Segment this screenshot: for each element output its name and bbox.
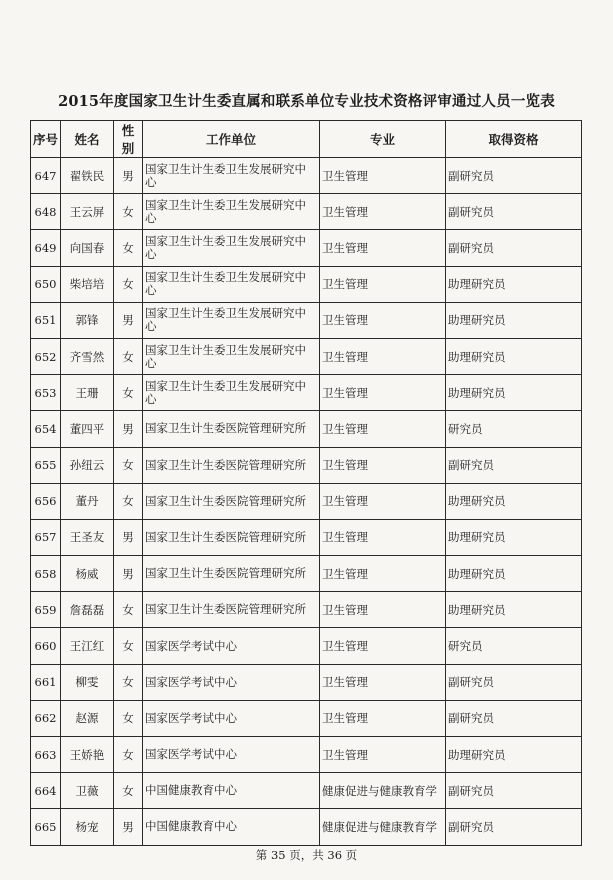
major-cell: 卫生管理 — [320, 447, 446, 483]
organization-cell: 国家卫生计生委卫生发展研究中心 — [143, 266, 320, 302]
table-row — [31, 700, 582, 736]
organization-cell: 国家卫生计生委医院管理研究所 — [143, 519, 320, 555]
sex-cell: 女 — [114, 483, 143, 519]
table-row — [31, 592, 582, 628]
organization-cell: 国家卫生计生委医院管理研究所 — [143, 447, 320, 483]
organization-cell: 国家卫生计生委卫生发展研究中心 — [143, 194, 320, 230]
name-cell: 董丹 — [61, 483, 114, 519]
qualification-cell: 研究员 — [446, 628, 582, 664]
table-row — [31, 556, 582, 592]
seq-cell: 653 — [31, 375, 61, 411]
seq-cell: 665 — [31, 809, 61, 845]
name-cell: 王云屏 — [61, 194, 114, 230]
sex-cell: 男 — [114, 809, 143, 845]
table-row — [31, 194, 582, 230]
sex-cell: 女 — [114, 628, 143, 664]
name-cell: 董四平 — [61, 411, 114, 447]
qualification-cell: 副研究员 — [446, 230, 582, 266]
name-cell: 翟铁民 — [61, 158, 114, 194]
qualification-cell: 副研究员 — [446, 194, 582, 230]
major-cell: 卫生管理 — [320, 302, 446, 338]
seq-cell: 650 — [31, 266, 61, 302]
table-row — [31, 338, 582, 374]
sex-cell: 女 — [114, 266, 143, 302]
organization-cell: 国家医学考试中心 — [143, 737, 320, 773]
seq-cell: 651 — [31, 302, 61, 338]
major-cell: 卫生管理 — [320, 230, 446, 266]
table-row — [31, 737, 582, 773]
document-title: 2015年度国家卫生计生委直属和联系单位专业技术资格评审通过人员一览表 — [58, 93, 555, 110]
qualification-cell: 副研究员 — [446, 158, 582, 194]
qualification-cell: 助理研究员 — [446, 266, 582, 302]
seq-cell: 660 — [31, 628, 61, 664]
seq-cell: 661 — [31, 664, 61, 700]
table-row — [31, 266, 582, 302]
organization-cell: 国家卫生计生委医院管理研究所 — [143, 483, 320, 519]
major-cell: 卫生管理 — [320, 700, 446, 736]
seq-cell: 654 — [31, 411, 61, 447]
name-cell: 向国春 — [61, 230, 114, 266]
organization-cell: 国家卫生计生委卫生发展研究中心 — [143, 375, 320, 411]
major-cell: 卫生管理 — [320, 519, 446, 555]
table-row — [31, 664, 582, 700]
major-cell: 健康促进与健康教育学 — [320, 809, 446, 845]
name-cell: 郭锋 — [61, 302, 114, 338]
seq-cell: 658 — [31, 556, 61, 592]
qualification-cell: 副研究员 — [446, 447, 582, 483]
table-row — [31, 447, 582, 483]
column-header-major: 专业 — [320, 121, 446, 158]
column-header-seq: 序号 — [31, 121, 61, 158]
organization-cell: 中国健康教育中心 — [143, 809, 320, 845]
sex-cell: 男 — [114, 158, 143, 194]
table-row — [31, 628, 582, 664]
column-header-sex: 性别 — [114, 121, 143, 158]
major-cell: 卫生管理 — [320, 737, 446, 773]
qualification-cell: 副研究员 — [446, 809, 582, 845]
table-row — [31, 375, 582, 411]
organization-cell: 国家医学考试中心 — [143, 628, 320, 664]
name-cell: 王珊 — [61, 375, 114, 411]
seq-cell: 657 — [31, 519, 61, 555]
table-row — [31, 809, 582, 845]
table-row — [31, 302, 582, 338]
name-cell: 王江红 — [61, 628, 114, 664]
name-cell: 柴培培 — [61, 266, 114, 302]
seq-cell: 664 — [31, 773, 61, 809]
name-cell: 孙纽云 — [61, 447, 114, 483]
table-row — [31, 773, 582, 809]
sex-cell: 女 — [114, 773, 143, 809]
sex-cell: 男 — [114, 519, 143, 555]
column-header-name: 姓名 — [61, 121, 114, 158]
qualification-cell: 研究员 — [446, 411, 582, 447]
major-cell: 卫生管理 — [320, 194, 446, 230]
name-cell: 赵源 — [61, 700, 114, 736]
organization-cell: 国家卫生计生委卫生发展研究中心 — [143, 230, 320, 266]
qualification-cell: 副研究员 — [446, 664, 582, 700]
sex-cell: 女 — [114, 700, 143, 736]
qualification-cell: 助理研究员 — [446, 556, 582, 592]
organization-cell: 国家卫生计生委医院管理研究所 — [143, 411, 320, 447]
sex-cell: 男 — [114, 302, 143, 338]
organization-cell: 国家卫生计生委卫生发展研究中心 — [143, 338, 320, 374]
organization-cell: 国家卫生计生委医院管理研究所 — [143, 592, 320, 628]
sex-cell: 女 — [114, 447, 143, 483]
seq-cell: 659 — [31, 592, 61, 628]
major-cell: 卫生管理 — [320, 556, 446, 592]
table-row — [31, 158, 582, 194]
seq-cell: 647 — [31, 158, 61, 194]
qualification-cell: 副研究员 — [446, 700, 582, 736]
personnel-table — [30, 120, 582, 846]
major-cell: 卫生管理 — [320, 375, 446, 411]
major-cell: 卫生管理 — [320, 158, 446, 194]
major-cell: 健康促进与健康教育学 — [320, 773, 446, 809]
seq-cell: 652 — [31, 338, 61, 374]
major-cell: 卫生管理 — [320, 483, 446, 519]
column-header-qualification: 取得资格 — [446, 121, 582, 158]
seq-cell: 649 — [31, 230, 61, 266]
sex-cell: 女 — [114, 194, 143, 230]
major-cell: 卫生管理 — [320, 628, 446, 664]
organization-cell: 国家卫生计生委卫生发展研究中心 — [143, 302, 320, 338]
seq-cell: 648 — [31, 194, 61, 230]
name-cell: 齐雪然 — [61, 338, 114, 374]
sex-cell: 女 — [114, 338, 143, 374]
seq-cell: 663 — [31, 737, 61, 773]
organization-cell: 国家卫生计生委卫生发展研究中心 — [143, 158, 320, 194]
qualification-cell: 助理研究员 — [446, 737, 582, 773]
qualification-cell: 助理研究员 — [446, 483, 582, 519]
organization-cell: 国家卫生计生委医院管理研究所 — [143, 556, 320, 592]
column-header-organization: 工作单位 — [143, 121, 320, 158]
seq-cell: 655 — [31, 447, 61, 483]
seq-cell: 656 — [31, 483, 61, 519]
table-row — [31, 519, 582, 555]
sex-cell: 男 — [114, 556, 143, 592]
major-cell: 卫生管理 — [320, 266, 446, 302]
major-cell: 卫生管理 — [320, 411, 446, 447]
qualification-cell: 助理研究员 — [446, 375, 582, 411]
name-cell: 王娇艳 — [61, 737, 114, 773]
sex-cell: 女 — [114, 737, 143, 773]
qualification-cell: 助理研究员 — [446, 592, 582, 628]
sex-cell: 女 — [114, 592, 143, 628]
table-row — [31, 483, 582, 519]
table-header-row — [31, 121, 582, 158]
organization-cell: 中国健康教育中心 — [143, 773, 320, 809]
organization-cell: 国家医学考试中心 — [143, 664, 320, 700]
name-cell: 卫薇 — [61, 773, 114, 809]
table-row — [31, 230, 582, 266]
sex-cell: 女 — [114, 230, 143, 266]
sex-cell: 女 — [114, 664, 143, 700]
page-number: 第 35 页，共 36 页 — [255, 848, 358, 862]
name-cell: 柳雯 — [61, 664, 114, 700]
name-cell: 王圣友 — [61, 519, 114, 555]
name-cell: 杨威 — [61, 556, 114, 592]
sex-cell: 男 — [114, 411, 143, 447]
name-cell: 詹磊磊 — [61, 592, 114, 628]
qualification-cell: 助理研究员 — [446, 519, 582, 555]
qualification-cell: 助理研究员 — [446, 302, 582, 338]
seq-cell: 662 — [31, 700, 61, 736]
table-row — [31, 411, 582, 447]
name-cell: 杨宠 — [61, 809, 114, 845]
major-cell: 卫生管理 — [320, 592, 446, 628]
sex-cell: 女 — [114, 375, 143, 411]
qualification-cell: 副研究员 — [446, 773, 582, 809]
major-cell: 卫生管理 — [320, 338, 446, 374]
qualification-cell: 助理研究员 — [446, 338, 582, 374]
major-cell: 卫生管理 — [320, 664, 446, 700]
organization-cell: 国家医学考试中心 — [143, 700, 320, 736]
